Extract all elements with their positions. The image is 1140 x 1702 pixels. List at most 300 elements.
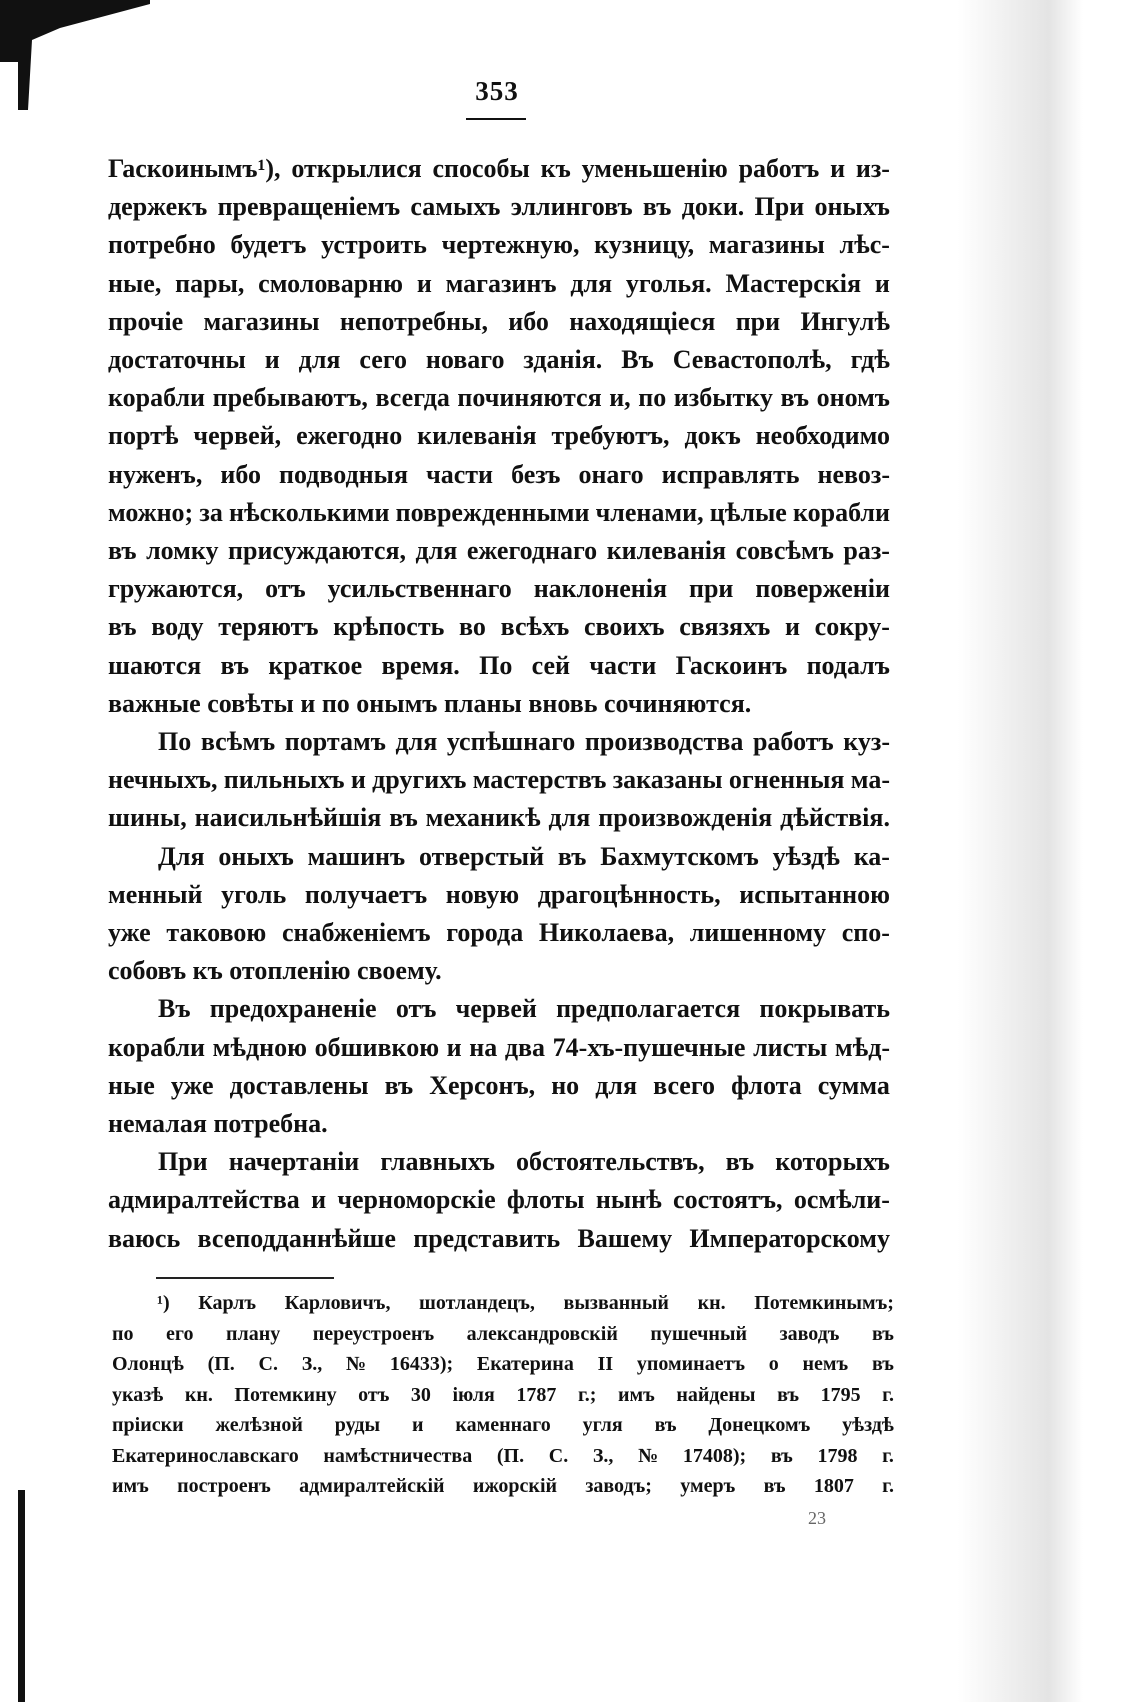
scan-edge-rule — [18, 1490, 25, 1702]
word: обшивкою — [314, 1032, 440, 1062]
word: держекъ — [108, 192, 208, 222]
word: докъ — [684, 421, 741, 451]
word: заказаны — [612, 765, 723, 795]
word: устроить — [321, 230, 427, 260]
word: ономъ — [816, 383, 890, 413]
word: ¹) — [157, 1292, 170, 1314]
word: во — [459, 612, 486, 642]
word: по — [638, 383, 667, 413]
word: всѣмъ — [200, 727, 276, 757]
word: шаются — [108, 650, 202, 680]
word: спо- — [841, 918, 890, 948]
word: связяхъ — [679, 612, 771, 642]
text-line — [108, 838, 890, 876]
word: совѣты — [207, 688, 301, 718]
word: заводъ — [779, 1322, 840, 1345]
word: предполагается — [556, 994, 741, 1024]
word: II — [597, 1353, 614, 1375]
text-line — [108, 226, 890, 264]
word: и — [446, 1032, 462, 1062]
word: По — [158, 727, 192, 757]
text-line — [108, 150, 890, 188]
word: необходимо — [755, 421, 890, 451]
word: магазины — [708, 230, 825, 260]
word: своихъ — [584, 612, 665, 642]
word: сочиняются. — [603, 688, 752, 718]
word: каменнаго — [455, 1414, 551, 1436]
word: портѣ — [108, 421, 179, 451]
footnote-line — [112, 1380, 894, 1411]
word: килеванія — [606, 536, 727, 566]
word: для — [415, 536, 458, 566]
word: С. — [548, 1444, 569, 1467]
word: уѣздѣ — [842, 1414, 894, 1436]
word: килеванія — [417, 421, 537, 451]
word: новую — [445, 879, 520, 909]
word: оныхъ — [814, 192, 890, 222]
word: починяются — [457, 383, 602, 413]
word: ные — [108, 1070, 155, 1100]
word: и — [412, 1414, 424, 1436]
text-line — [108, 1105, 890, 1143]
word: драгоцѣнность, — [537, 879, 721, 909]
word: намѣстничества — [323, 1444, 473, 1467]
word: превращеніемъ — [217, 192, 401, 222]
word: нынѣ — [595, 1185, 662, 1215]
word: уже — [108, 918, 151, 948]
word: 1798 — [817, 1444, 858, 1467]
word: г. — [882, 1383, 894, 1406]
text-line — [108, 1143, 890, 1181]
word: сей — [531, 650, 571, 680]
word: время. — [381, 650, 460, 680]
word: гдѣ — [850, 345, 890, 375]
word: въ — [780, 383, 810, 413]
word: (П. — [496, 1444, 525, 1467]
word: корабли — [108, 1032, 206, 1062]
footnote-line — [112, 1319, 894, 1350]
text-line — [108, 608, 890, 646]
word: флота — [731, 1070, 802, 1100]
word: ижорскій — [472, 1475, 558, 1497]
word: исправлять — [661, 459, 800, 489]
word: С. — [258, 1353, 278, 1375]
word: отъ — [265, 574, 306, 604]
word: кн. — [184, 1383, 213, 1406]
word: крѣпость — [333, 612, 445, 642]
word: угля — [582, 1414, 623, 1436]
word: Вашему — [577, 1223, 673, 1253]
word: успѣшнаго — [446, 727, 576, 757]
word: и — [264, 345, 280, 375]
text-line — [108, 417, 890, 455]
word: и, — [609, 383, 631, 413]
text-line — [108, 723, 890, 761]
word: лѣс- — [839, 230, 890, 260]
word: ваюсь — [108, 1223, 181, 1253]
word: построенъ — [177, 1475, 271, 1497]
word: немалая — [108, 1109, 214, 1139]
word: теряютъ — [218, 612, 319, 642]
word: найдены — [676, 1383, 756, 1406]
word: всего — [653, 1070, 716, 1100]
word: въ — [389, 803, 418, 833]
word: самыхъ — [410, 192, 501, 222]
word: ибо — [220, 459, 261, 489]
word: другихъ — [372, 765, 467, 795]
word: за — [199, 497, 223, 527]
word: магазины — [203, 306, 320, 336]
footnote-line — [112, 1471, 894, 1502]
word: Бахмутскомъ — [600, 841, 759, 871]
word: мѣдною — [212, 1032, 307, 1062]
word: по — [321, 688, 357, 718]
word: Екатеринославскаго — [112, 1444, 299, 1467]
text-line — [108, 532, 890, 570]
word: кузницу, — [594, 230, 695, 260]
word: корабли — [792, 497, 890, 527]
word: его — [166, 1322, 194, 1345]
word: членами, — [595, 497, 704, 527]
word: для — [595, 1070, 638, 1100]
word: Для — [158, 841, 205, 871]
word: Потемкинымъ; — [754, 1292, 894, 1314]
word: Потемкину — [234, 1383, 337, 1406]
word: части — [426, 459, 494, 489]
word: червей — [455, 994, 537, 1024]
word: Гаскоинымъ¹), — [108, 154, 281, 183]
word: г.; — [577, 1383, 597, 1406]
word: раз- — [843, 536, 890, 566]
word: можно; — [108, 497, 194, 527]
word: требуютъ, — [551, 421, 670, 451]
word: пріиски — [112, 1414, 184, 1436]
footnote-line — [112, 1349, 894, 1380]
word: нуженъ, — [108, 459, 203, 489]
word: въ — [871, 1322, 894, 1345]
word: куз- — [843, 727, 890, 757]
word: Въ — [621, 345, 654, 375]
word: № — [346, 1353, 367, 1375]
word: имъ — [618, 1383, 655, 1406]
word: Николаева, — [538, 918, 675, 948]
word: въ — [557, 841, 587, 871]
word: при — [735, 306, 781, 336]
word: смоловарню — [258, 268, 404, 298]
word: получаетъ — [304, 879, 428, 909]
word: планы — [443, 688, 529, 718]
word: доки. — [681, 192, 745, 222]
word: начертаніи — [228, 1147, 360, 1177]
word: отопленію — [229, 956, 358, 986]
text-line — [108, 341, 890, 379]
text-line — [108, 685, 890, 723]
word: для — [548, 803, 591, 833]
word: немъ — [802, 1353, 849, 1375]
word: избытку — [673, 383, 773, 413]
word: кн. — [697, 1292, 726, 1314]
word: предохраненіе — [209, 994, 377, 1024]
word: и — [350, 765, 366, 795]
word: безъ — [511, 459, 561, 489]
word: ка- — [853, 841, 890, 871]
word: осмѣли- — [793, 1185, 890, 1215]
page-number-rule — [466, 118, 526, 120]
word: подводныя — [279, 459, 409, 489]
word: По — [479, 650, 513, 680]
word: онаго — [578, 459, 644, 489]
word: флоты — [506, 1185, 585, 1215]
word: пары, — [175, 268, 245, 298]
word: испытанною — [739, 879, 890, 909]
word: всегда — [375, 383, 450, 413]
word: Карловичъ, — [284, 1292, 391, 1314]
word: важные — [108, 688, 208, 718]
word: отъ — [358, 1383, 390, 1406]
word: шотландецъ, — [419, 1292, 535, 1314]
text-line — [108, 876, 890, 914]
word: вновь — [528, 688, 604, 718]
word: для — [298, 345, 341, 375]
word: достаточны — [108, 345, 246, 375]
word: произвожденія — [598, 803, 773, 833]
footnote-block — [112, 1288, 894, 1502]
word: 74-хъ-пушечные — [552, 1032, 746, 1062]
word: ломку — [146, 536, 219, 566]
word: уже — [170, 1070, 214, 1100]
word: въ — [108, 536, 137, 566]
word: пушечный — [650, 1322, 748, 1345]
word: способы — [432, 154, 530, 183]
word: 1787 — [516, 1383, 557, 1406]
word: присуждаются, — [228, 536, 407, 566]
text-line — [108, 265, 890, 303]
word: находящіеся — [569, 306, 716, 336]
word: ма- — [850, 765, 890, 795]
word: цѣлые — [709, 497, 787, 527]
word: уѣздѣ — [772, 841, 840, 871]
word: таковою — [166, 918, 267, 948]
word: работъ — [738, 154, 820, 183]
word: менный — [108, 879, 203, 909]
word: нѣсколькими — [229, 497, 390, 527]
word: Олонцѣ — [112, 1353, 184, 1375]
word: онымъ — [356, 688, 444, 718]
main-text-block — [108, 150, 890, 1258]
word: 17408); — [682, 1444, 747, 1467]
word: части — [589, 650, 657, 680]
word: александровскій — [466, 1322, 618, 1345]
word: къ — [192, 956, 230, 986]
word: З., — [592, 1444, 614, 1467]
text-line — [108, 761, 890, 799]
word: уголья. — [625, 268, 712, 298]
word: пильныхъ — [223, 765, 345, 795]
word: въ — [871, 1353, 894, 1375]
text-line — [108, 379, 890, 417]
word: адмиралтейскій — [299, 1475, 445, 1497]
word: и — [784, 612, 800, 642]
word: краткое — [268, 650, 363, 680]
word: и — [311, 1185, 327, 1215]
word: непотребны, — [339, 306, 488, 336]
word: портамъ — [284, 727, 386, 757]
word: г. — [882, 1444, 894, 1467]
word: обстоятельствъ, — [516, 1147, 705, 1177]
word: въ — [770, 1444, 793, 1467]
word: Карлъ — [198, 1292, 256, 1314]
word: 1795 — [820, 1383, 861, 1406]
word: и — [300, 688, 322, 718]
word: при — [688, 574, 734, 604]
word: Гаскоинъ — [675, 650, 788, 680]
word: уменьшенію — [581, 154, 728, 183]
word: для — [395, 727, 438, 757]
word: главныхъ — [380, 1147, 495, 1177]
word: листы — [753, 1032, 828, 1062]
word: воду — [151, 612, 204, 642]
word: мѣд- — [834, 1032, 890, 1062]
word: мастерствъ — [472, 765, 607, 795]
signature-mark: 23 — [808, 1508, 826, 1528]
word: ежегоднаго — [466, 536, 598, 566]
footnote-line — [112, 1410, 894, 1441]
word: и — [830, 154, 846, 183]
word: магазинъ — [445, 268, 557, 298]
word: упоминаетъ — [636, 1353, 746, 1375]
word: Екатерина — [476, 1353, 574, 1375]
word: о — [768, 1353, 779, 1375]
word: города — [446, 918, 524, 948]
footnote-line — [112, 1288, 894, 1319]
word: два — [504, 1032, 546, 1062]
word: потребна. — [213, 1109, 328, 1139]
text-line — [108, 914, 890, 952]
word: отверстый — [419, 841, 545, 871]
word: пребываютъ, — [212, 383, 368, 413]
word: З., — [301, 1353, 323, 1375]
word: указѣ — [112, 1383, 164, 1406]
word: въ — [220, 650, 250, 680]
text-line — [108, 1067, 890, 1105]
word: отъ — [395, 994, 437, 1024]
word: плану — [225, 1322, 281, 1345]
word: Донецкомъ — [708, 1414, 811, 1436]
word: сумма — [817, 1070, 890, 1100]
text-line — [108, 1220, 890, 1258]
footnote-line — [112, 1441, 894, 1472]
word: поверженіи — [755, 574, 890, 604]
word: 16433); — [389, 1353, 454, 1375]
word: и — [416, 268, 432, 298]
word: въ — [108, 612, 137, 642]
word: лишенному — [689, 918, 827, 948]
word: сего — [359, 345, 407, 375]
word: наклоненія — [533, 574, 668, 604]
text-line — [108, 1181, 890, 1219]
page-number: 353 — [475, 76, 519, 106]
text-line — [108, 494, 890, 532]
word: оныхъ — [218, 841, 294, 871]
word: поврежденными — [395, 497, 590, 527]
word: корабли — [108, 383, 206, 413]
word: 1807 — [813, 1475, 854, 1497]
word: чертежную, — [441, 230, 580, 260]
text-line — [108, 456, 890, 494]
word: усильственнаго — [327, 574, 512, 604]
word: всѣхъ — [500, 612, 570, 642]
text-line — [108, 570, 890, 608]
text-line — [108, 188, 890, 226]
word: совсѣмъ — [735, 536, 834, 566]
word: № — [638, 1444, 659, 1467]
word: наисильнѣйшія — [194, 803, 382, 833]
word: собовъ — [108, 956, 193, 986]
word: адмиралтейства — [108, 1185, 300, 1215]
word: При — [158, 1147, 208, 1177]
word: из- — [855, 154, 890, 183]
word: производства — [584, 727, 744, 757]
word: въ — [642, 192, 672, 222]
text-line — [108, 952, 890, 990]
word: іюля — [452, 1383, 495, 1406]
word: въ — [777, 1383, 800, 1406]
word: зданія. — [523, 345, 603, 375]
word: уголь — [221, 879, 287, 909]
word: по — [112, 1322, 134, 1345]
word: въ — [763, 1475, 786, 1497]
word: въ — [654, 1414, 677, 1436]
word: открылися — [291, 154, 422, 183]
word: но — [551, 1070, 580, 1100]
word: шины, — [108, 803, 187, 833]
word: огненныя — [728, 765, 845, 795]
scan-corner-mark — [0, 0, 150, 110]
word: доставлены — [229, 1070, 369, 1100]
word: эллинговъ — [510, 192, 633, 222]
word: механикѣ — [425, 803, 541, 833]
word: Мастерскія — [725, 268, 862, 298]
word: своему. — [357, 956, 442, 986]
word: черноморскіе — [337, 1185, 496, 1215]
word: Севастополѣ, — [672, 345, 832, 375]
word: Въ — [158, 994, 191, 1024]
word: переустроенъ — [312, 1322, 435, 1345]
word: невоз- — [817, 459, 890, 489]
text-line — [108, 647, 890, 685]
word: снабженіемъ — [281, 918, 431, 948]
word: При — [754, 192, 805, 222]
word: представить — [413, 1223, 561, 1253]
word: потребно — [108, 230, 216, 260]
text-line — [108, 990, 890, 1028]
word: дѣйствія. — [780, 803, 890, 833]
word: Херсонъ, — [429, 1070, 536, 1100]
word: г. — [882, 1475, 894, 1497]
word: 30 — [410, 1383, 431, 1406]
word: подалъ — [806, 650, 890, 680]
word: (П. — [207, 1353, 235, 1375]
word: всеподданнѣйше — [197, 1223, 396, 1253]
word: ежегодно — [296, 421, 403, 451]
text-line — [108, 1029, 890, 1067]
word: будетъ — [230, 230, 307, 260]
word: Ингулѣ — [800, 306, 890, 336]
word: гружаются, — [108, 574, 244, 604]
word: желѣзной — [215, 1414, 303, 1436]
word: работъ — [752, 727, 834, 757]
word: покрывать — [759, 994, 890, 1024]
